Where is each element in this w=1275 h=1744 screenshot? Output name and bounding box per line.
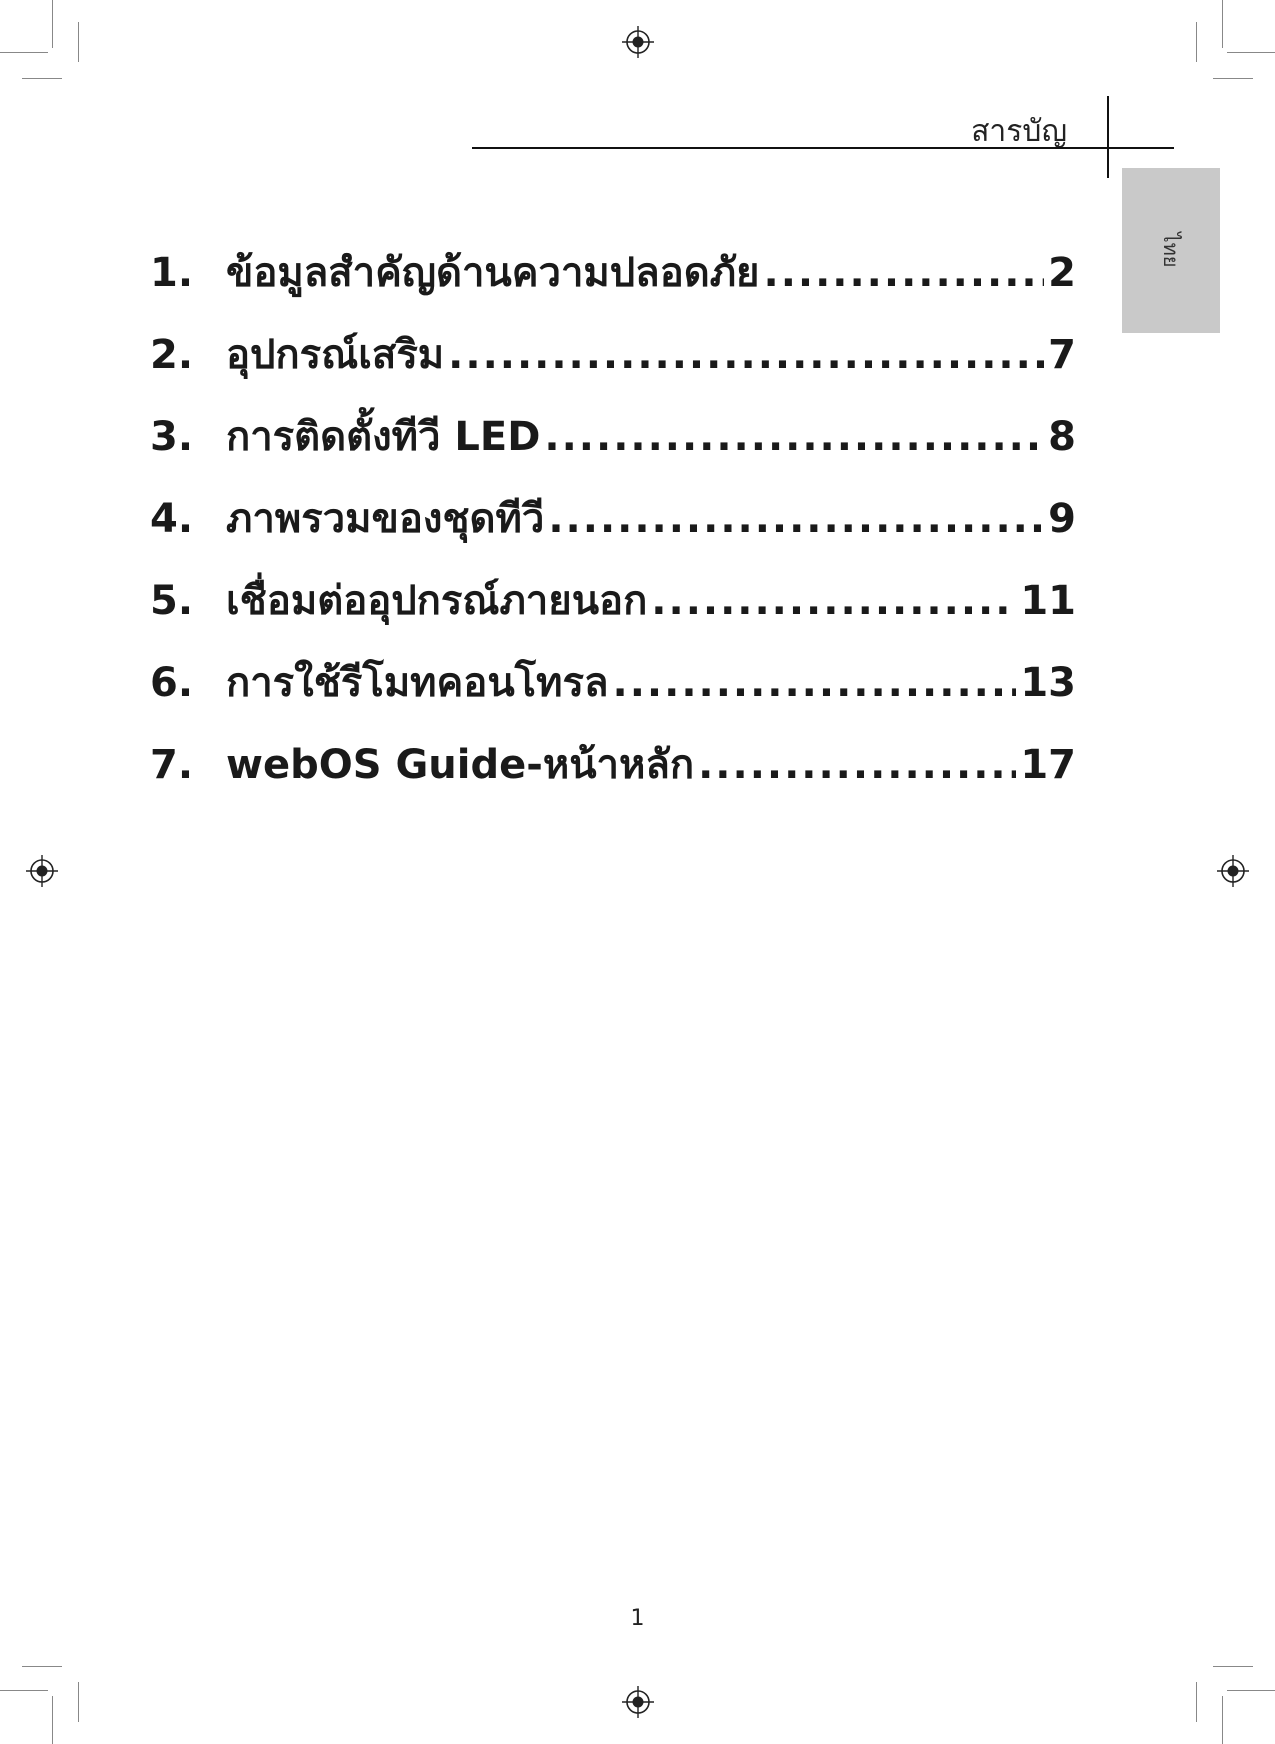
toc-item-number: 7. <box>150 742 194 788</box>
toc-item-title: อุปกรณ์เสริม <box>226 332 445 378</box>
toc-item-number: 1. <box>150 250 194 296</box>
toc-item-number: 6. <box>150 660 194 706</box>
registration-mark-icon <box>26 855 58 887</box>
toc-item-page: 13 <box>1020 660 1076 706</box>
crop-mark <box>1213 1666 1253 1667</box>
toc-item-leader <box>698 742 1016 788</box>
language-tab <box>1122 168 1220 333</box>
crop-mark <box>52 1696 53 1744</box>
registration-mark-icon <box>622 1686 654 1718</box>
crop-mark <box>78 22 79 62</box>
registration-mark-icon <box>1217 855 1249 887</box>
toc-item-page: 9 <box>1048 496 1076 542</box>
toc-item-page: 7 <box>1048 332 1076 378</box>
crop-mark <box>1196 1682 1197 1722</box>
toc-item[interactable] <box>150 732 1076 814</box>
crop-mark <box>0 52 48 53</box>
toc-item-page: 17 <box>1020 742 1076 788</box>
toc-item-title: webOS Guide-หน้าหลัก <box>226 742 695 788</box>
toc-item-leader <box>764 250 1045 296</box>
toc-item-title: ข้อมูลสำคัญด้านความปลอดภัย <box>226 250 760 296</box>
crop-mark <box>1222 0 1223 48</box>
toc-item-page: 8 <box>1048 414 1076 460</box>
toc-item-number: 5. <box>150 578 194 624</box>
crop-mark <box>1227 1690 1275 1691</box>
crop-mark <box>1196 22 1197 62</box>
page-number: 1 <box>630 1606 645 1631</box>
toc-item-leader <box>613 660 1017 706</box>
toc-item[interactable] <box>150 568 1076 650</box>
toc-item-leader <box>651 578 1016 624</box>
toc-item-title: การติดตั้งทีวี LED <box>226 414 541 460</box>
crop-mark <box>1213 78 1253 79</box>
page-title: สารบัญ <box>971 114 1067 149</box>
toc-item-number: 2. <box>150 332 194 378</box>
header-vertical-divider <box>1107 96 1109 178</box>
toc-item-title: การใช้รีโมทคอนโทรล <box>226 660 609 706</box>
toc-item[interactable] <box>150 486 1076 568</box>
toc-item-number: 4. <box>150 496 194 542</box>
table-of-contents <box>150 240 1076 814</box>
crop-mark <box>0 1690 48 1691</box>
registration-mark-icon <box>622 26 654 58</box>
toc-item[interactable] <box>150 240 1076 322</box>
toc-item-number: 3. <box>150 414 194 460</box>
header-divider <box>472 147 1174 149</box>
crop-mark <box>1227 52 1275 53</box>
toc-item[interactable] <box>150 322 1076 404</box>
toc-item-title: ภาพรวมของชุดทีวี <box>226 496 545 542</box>
toc-item-page: 11 <box>1020 578 1076 624</box>
crop-mark <box>22 1666 62 1667</box>
crop-mark <box>1222 1696 1223 1744</box>
language-tab-label: ไทย <box>1159 232 1183 268</box>
crop-mark <box>78 1682 79 1722</box>
toc-item[interactable] <box>150 404 1076 486</box>
toc-item-leader <box>548 496 1044 542</box>
crop-mark <box>52 0 53 48</box>
toc-item-leader <box>544 414 1044 460</box>
toc-item-leader <box>448 332 1044 378</box>
toc-item[interactable] <box>150 650 1076 732</box>
toc-item-title: เชื่อมต่ออุปกรณ์ภายนอก <box>226 578 648 624</box>
crop-mark <box>22 78 62 79</box>
toc-item-page: 2 <box>1048 250 1076 296</box>
